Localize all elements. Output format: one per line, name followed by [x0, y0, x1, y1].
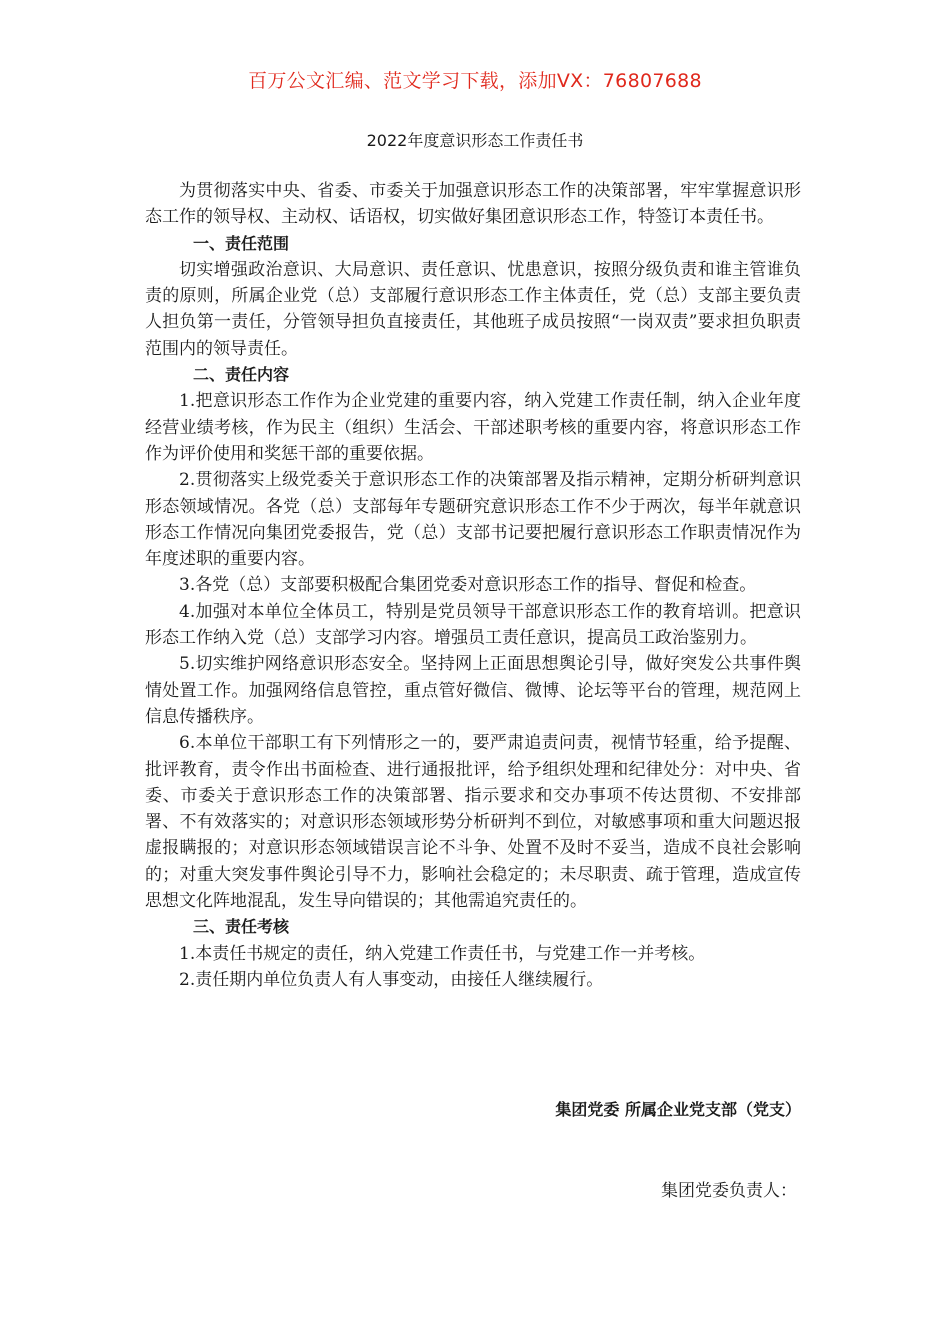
- assessment-item-1: 1.本责任书规定的责任，纳入党建工作责任书，与党建工作一并考核。: [179, 943, 706, 964]
- signature-parties: 集团党委 所属企业党支部（党支）: [555, 1100, 801, 1119]
- document-title: 2022年度意识形态工作责任书: [366, 131, 584, 150]
- assessment-item-2: 2.责任期内单位负责人有人事变动，由接任人继续履行。: [179, 969, 604, 990]
- document-body: [145, 178, 801, 993]
- signer-label: 集团党委负责人：: [661, 1181, 797, 1201]
- section-heading-assessment: 三、责任考核: [193, 917, 290, 937]
- promo-banner: 百万公文汇编、范文学习下载，添加VX：76807688: [248, 70, 702, 92]
- content-item-5: 5.切实维护网络意识形态安全。坚持网上正面思想舆论引导，做好突发公共事件舆情处置工作。加强网络信息管控，重点管好微信、微博、论坛等平台的管理，规范网上信息传播秩序。: [145, 654, 801, 727]
- content-item-1: 1.把意识形态工作作为企业党建的重要内容，纳入党建工作责任制，纳入企业年度经营业绩考核，作为民主（组织）生活会、干部述职考核的重要内容，将意识形态工作作为评价使用和奖惩干部的重要依据。: [145, 391, 801, 464]
- content-item-6: 6.本单位干部职工有下列情形之一的，要严肃追责问责，视情节轻重，给予提醒、批评教育，责令作出书面检查、进行通报批评，给予组织处理和纪律处分：对中央、省委、市委关于意识形态工作的决策部署、指示要求和交办事项不传达贯彻、不安排部署、不有效落实的；对意识形态领域形势分析研判不到位，对敏感事项和重大问题迟报虚报瞒报的；对意识形态领域错误言论不斗争、处置不及时不妥当，造成不良社会影响的；对重大突发事件舆论引导不力，影响社会稳定的；未尽职责、疏于管理，造成宣传思想文化阵地混乱，发生导向错误的；其他需追究责任的。: [145, 733, 801, 912]
- scope-paragraph: 切实增强政治意识、大局意识、责任意识、忧患意识，按照分级负责和谁主管谁负责的原则，所属企业党（总）支部履行意识形态工作主体责任，党（总）支部主要负责人担负第一责任，分管领导担负直接责任，其他班子成员按照“一岗双责”要求担负职责范围内的领导责任。: [145, 259, 801, 359]
- content-item-4: 4.加强对本单位全体员工，特别是党员领导干部意识形态工作的教育培训。把意识形态工作纳入党（总）支部学习内容。增强员工责任意识，提高员工政治鉴别力。: [145, 601, 801, 649]
- section-heading-content: 二、责任内容: [193, 365, 290, 385]
- content-item-2: 2.贯彻落实上级党委关于意识形态工作的决策部署及指示精神，定期分析研判意识形态领域情况。各党（总）支部每年专题研究意识形态工作不少于两次，每半年就意识形态工作情况向集团党委报告，党（总）支部书记要把履行意识形态工作职责情况作为年度述职的重要内容。: [145, 470, 801, 570]
- intro-paragraph: 为贯彻落实中央、省委、市委关于加强意识形态工作的决策部署，牢牢掌握意识形态工作的领导权、主动权、话语权，切实做好集团意识形态工作，特签订本责任书。: [145, 181, 801, 228]
- section-heading-scope: 一、责任范围: [193, 233, 290, 253]
- content-item-3: 3.各党（总）支部要积极配合集团党委对意识形态工作的指导、督促和检查。: [179, 575, 757, 596]
